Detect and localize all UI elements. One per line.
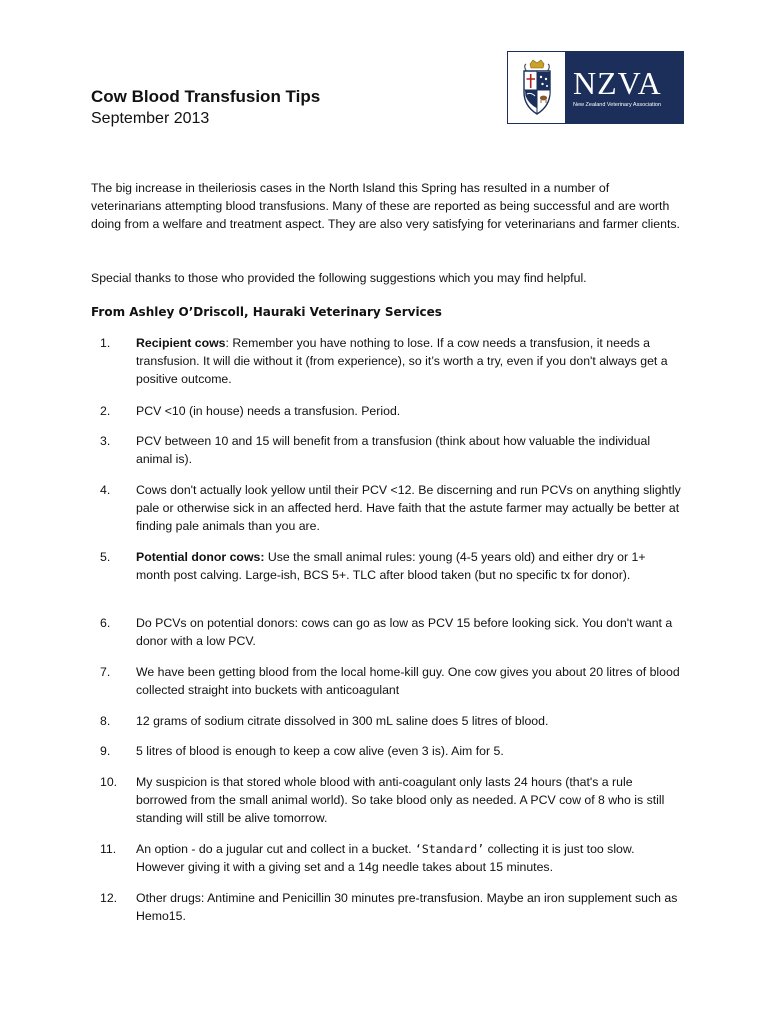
list-item-lead: Recipient cows [136, 336, 226, 350]
list-item-text: We have been getting blood from the local home-kill guy. One cow gives you about 20 litres of blood collected straight into buckets with anticoagulant [136, 665, 680, 697]
list-item-number: 7. [100, 665, 111, 679]
list-item-text: PCV between 10 and 15 will benefit from a transfusion (think about how valuable the individual animal is). [136, 434, 651, 466]
list-item-body-start: An option - do a jugular cut and collect in a bucket. [136, 842, 415, 856]
list-item-number: 12. [100, 891, 118, 905]
list-item-text [136, 548, 681, 584]
list-item-text: Other drugs: Antimine and Penicillin 30 minutes pre-transfusion. Maybe an iron supplement such as Hemo15. [136, 891, 678, 923]
page-date: September 2013 [91, 110, 210, 127]
list-item-number: 4. [100, 483, 111, 497]
crest-shield-icon [508, 52, 565, 123]
list-item-text: My suspicion is that stored whole blood with anti-coagulant only lasts 24 hours (that's a rule borrowed from the small animal world). So take blood only as needed. A PCV cow of 8 who is still standing will still be alive tomorrow. [136, 775, 665, 825]
list-item-text: Do PCVs on potential donors: cows can go as low as PCV 15 before looking sick. You don't want a donor with a low PCV. [136, 616, 673, 648]
section-heading: From Ashley O’Driscoll, Hauraki Veterinary Services [91, 305, 442, 319]
list-item-body: collecting it is just too slow. However giving it with a giving set and a 14g needle takes about 15 minutes. [136, 842, 635, 874]
list-item-number: 10. [100, 775, 118, 789]
logo-panel [565, 52, 683, 123]
title-block [91, 86, 320, 130]
list-item-number: 11. [100, 842, 117, 856]
list-item-body: : Remember you have nothing to lose. If a cow needs a transfusion, it needs a transfusion. It will die without it (from experience), so it’s worth a try, even if you don't always get a positive outcome. [136, 336, 668, 386]
list-item-number: 1. [100, 336, 111, 350]
list-item-text: PCV <10 (in house) needs a transfusion. Period. [136, 404, 401, 418]
thanks-paragraph: Special thanks to those who provided the following suggestions which you may find helpful. [91, 271, 587, 285]
list-item-number: 9. [100, 744, 111, 758]
list-item-body: Use the small animal rules: young (4-5 years old) and either dry or 1+ month post calving. Large-ish, BCS 5+. TLC after blood taken (but no specific tx for donor). [136, 550, 646, 582]
page-title: Cow Blood Transfusion Tips [91, 87, 321, 106]
list-item-number: 6. [100, 616, 111, 630]
list-item-text: Cows don't actually look yellow until their PCV <12. Be discerning and run PCVs on anything slightly pale or otherwise sick in an affected herd. Have faith that the astute farmer may actually be better at finding pale animals than you are. [136, 483, 681, 533]
list-item-number: 8. [100, 714, 111, 728]
list-item-text [136, 840, 681, 876]
list-item-quoted: ‘Standard’ [414, 842, 485, 856]
logo-tagline: New Zealand Veterinary Association [573, 101, 662, 108]
list-item-text: 5 litres of blood is enough to keep a cow alive (even 3 is). Aim for 5. [136, 744, 504, 758]
list-item-text [136, 334, 681, 388]
list-item-number: 5. [100, 550, 111, 564]
nzva-logo [507, 51, 684, 124]
list-item-text: 12 grams of sodium citrate dissolved in 300 mL saline does 5 litres of blood. [136, 714, 549, 728]
intro-paragraph: The big increase in theileriosis cases in the North Island this Spring has resulted in a number of veterinarians attempting blood transfusions. Many of these are reported as being successful and are worth doing from a welfare and treatment aspect. They are also very satisfying for veterinarians and farmer clients. [91, 181, 680, 231]
logo-wordmark: NZVA [573, 64, 662, 101]
list-item-number: 2. [100, 404, 111, 418]
list-item-lead: Potential donor cows: [136, 550, 265, 564]
list-item-number: 3. [100, 434, 111, 448]
